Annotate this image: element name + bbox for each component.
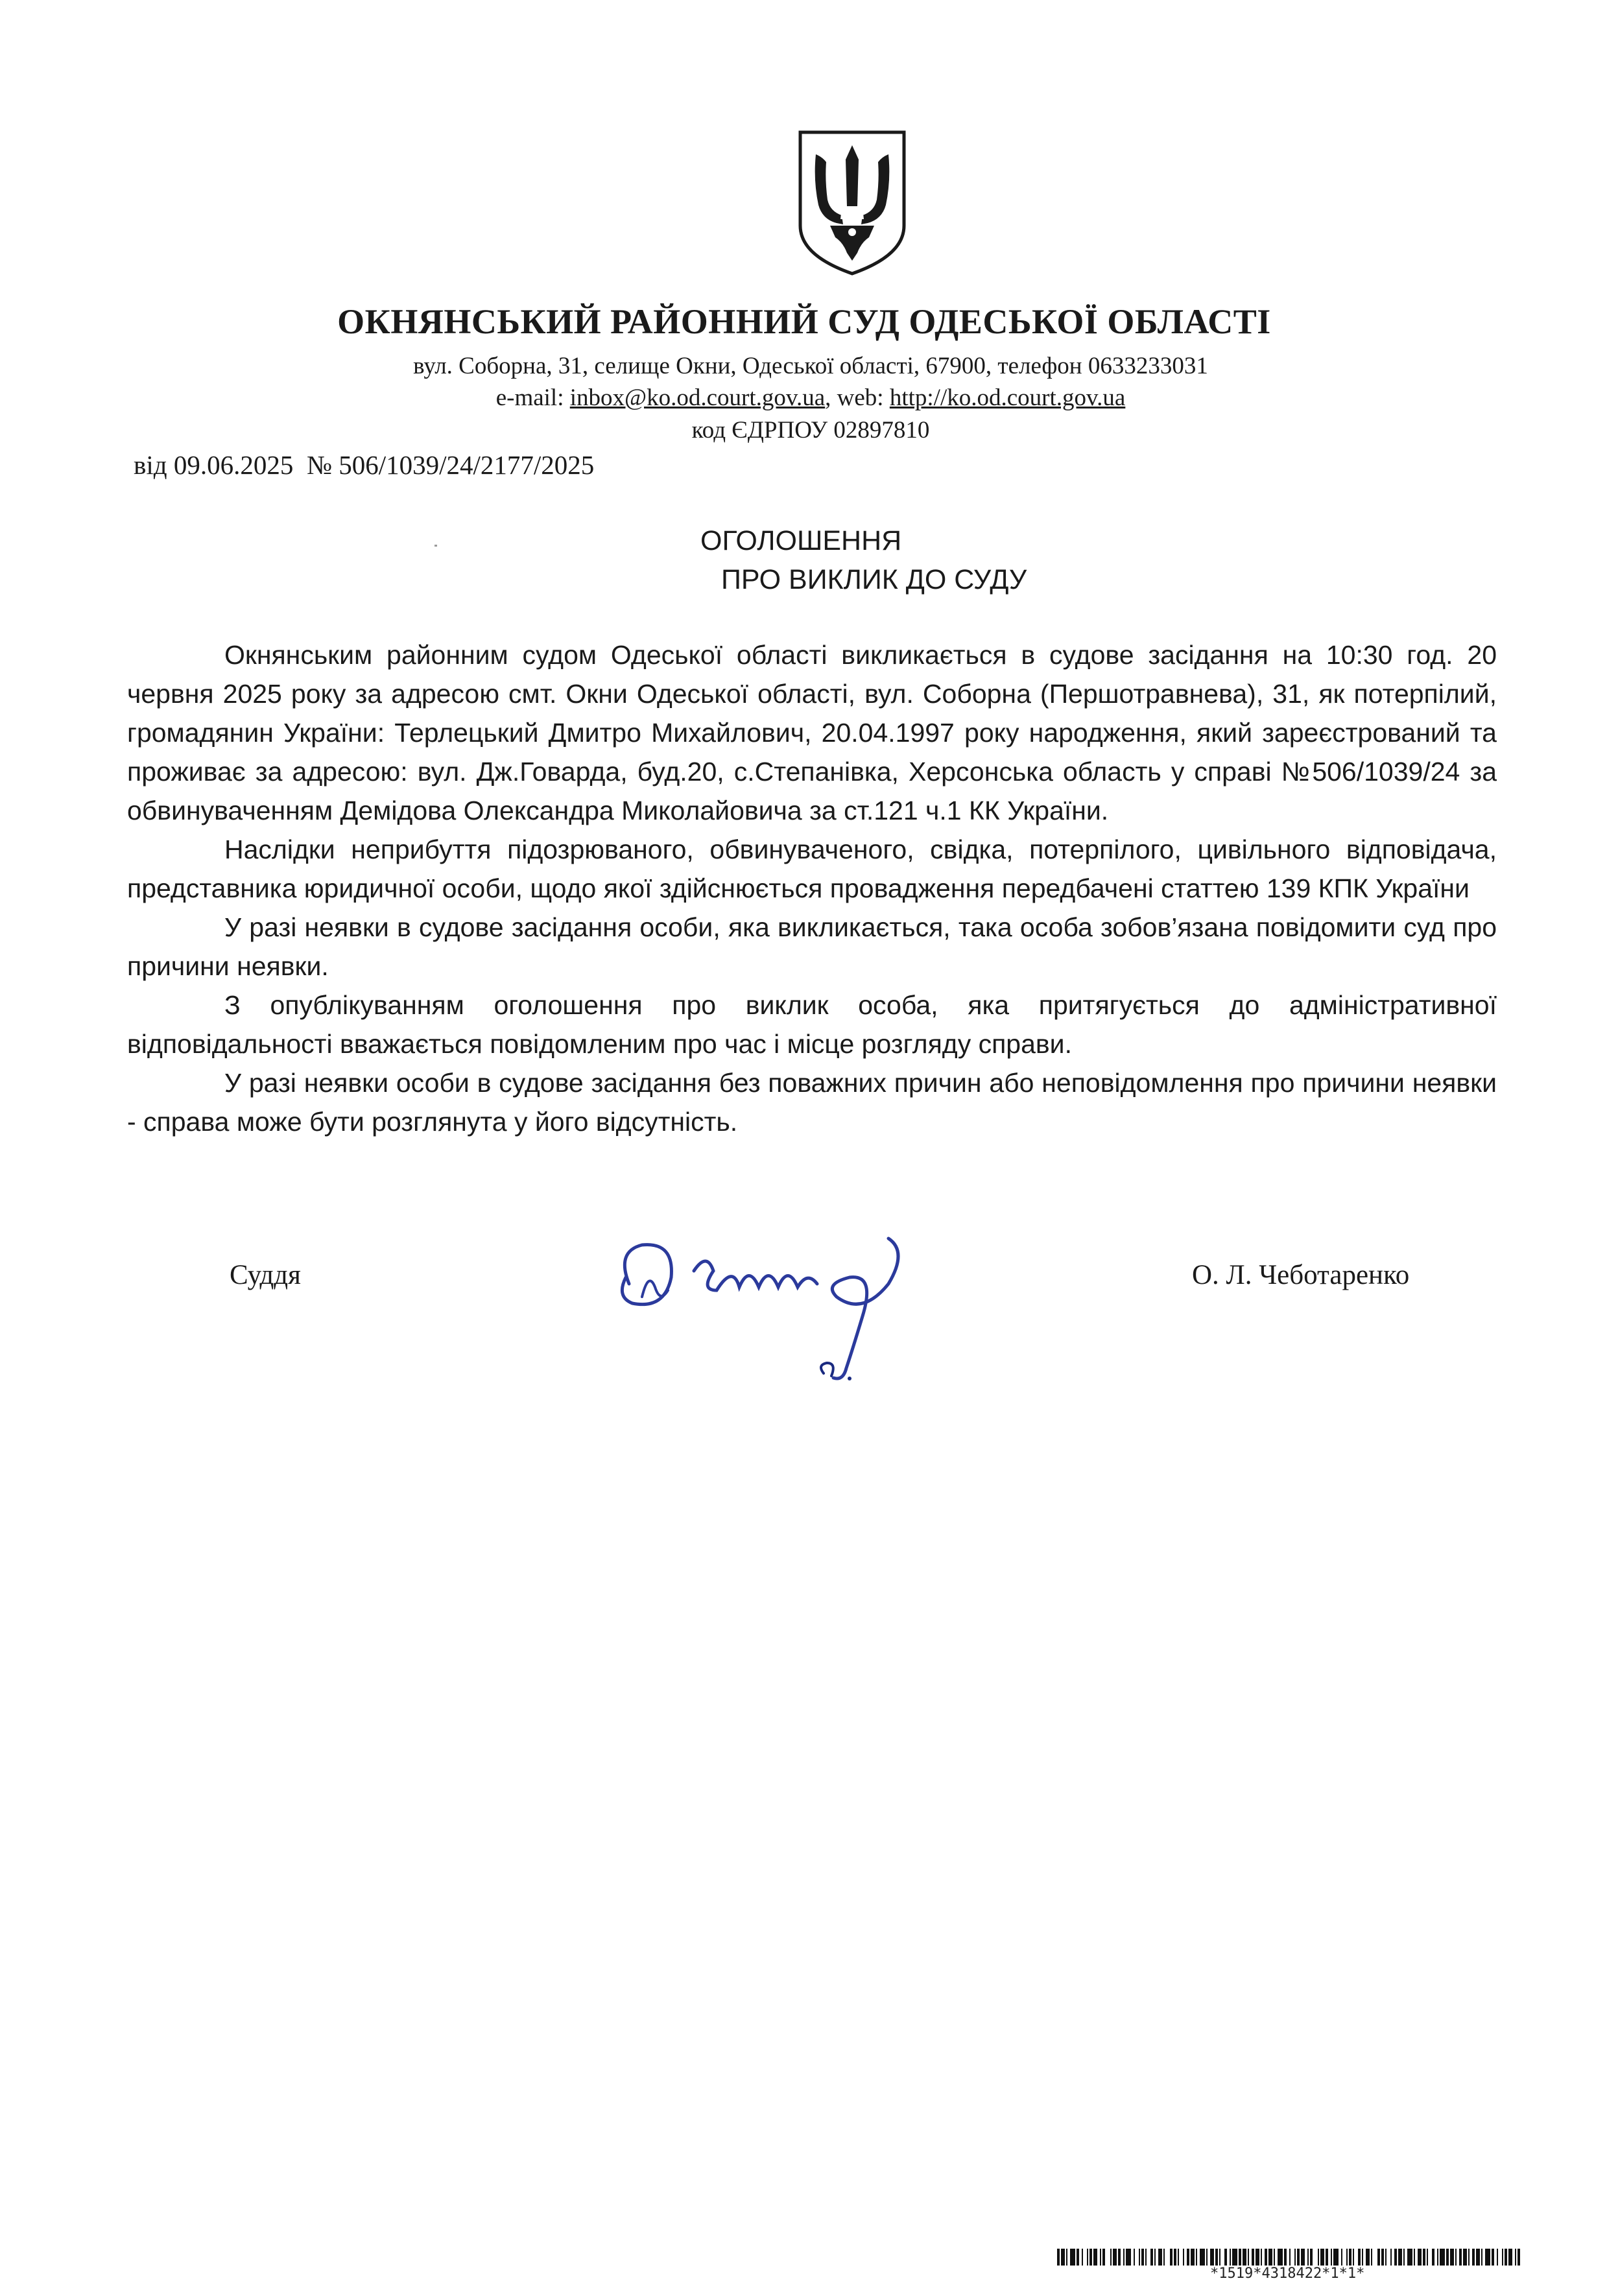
- barcode-number: *1519*4318422*1*1*: [1210, 2266, 1365, 2282]
- notice-subtitle: ПРО ВИКЛИК ДО СУДУ: [721, 564, 1027, 595]
- paragraph-publication: З опублікуванням оголошення про виклик особа, яка притягується до адміністративної відповідальності вважається повідомленим про час і місце розгляду справи.: [127, 990, 1497, 1059]
- email-link[interactable]: inbox@ko.od.court.gov.ua: [569, 385, 826, 411]
- coat-of-arms-icon: [796, 128, 908, 278]
- reference-date-number: від 09.06.2025 № 506/1039/24/2177/2025: [134, 450, 595, 480]
- paragraph-consequences: Наслідки неприбуття підозрюваного, обвинуваченого, свідка, потерпілого, цивільного відповідача, представника юридичної особи, щодо якої здійснюється провадження передбачені статтею 139 КПК України: [127, 834, 1497, 903]
- court-name: ОКНЯНСЬКИЙ РАЙОННИЙ СУД ОДЕСЬКОЇ ОБЛАСТІ: [337, 302, 1271, 341]
- judge-role: Суддя: [230, 1260, 301, 1290]
- court-contacts: [259, 384, 1362, 412]
- document-barcode: [1057, 2249, 1524, 2266]
- judge-name: О. Л. Чеботаренко: [1192, 1260, 1410, 1290]
- signature-block: [0, 1251, 1607, 1381]
- website-link[interactable]: http://ko.od.court.gov.ua: [889, 385, 1126, 411]
- court-address: вул. Соборна, 31, селище Окни, Одеської області, 67900, телефон 0633233031: [413, 353, 1208, 379]
- paragraph-summons: Окнянським районним судом Одеської області викликається в судове засідання на 10:30 год. 20 червня 2025 року за адресою смт. Окни Одеської області, вул. Соборна (Першотравнева), 31, як потерпілий, громадянин України: Терлецький Дмитро Михайлович, 20.04.1997 року народження, який зареєстрований та проживає за адресою: вул. Дж.Говарда, буд.20, с.Степанівка, Херсонська область у справі №506/1039/24 за обвинуваченням Демідова Олександра Миколайовича за ст.121 ч.1 КК України.: [127, 640, 1497, 825]
- web-label: , web:: [825, 385, 890, 411]
- notice-title: ОГОЛОШЕННЯ: [700, 525, 902, 556]
- handwritten-signature: [603, 1225, 940, 1394]
- notice-body: [127, 635, 1497, 1141]
- scan-speck: [434, 545, 437, 547]
- paragraph-absence-notify: У разі неявки в судове засідання особи, яка викликається, така особа зобов’язана повідомити суд про причини неявки.: [127, 912, 1497, 981]
- paragraph-absence-hearing: У разі неявки особи в судове засідання без поважних причин або неповідомлення про причини неявки - справа може бути розглянута у його відсутність.: [127, 1068, 1497, 1137]
- edrpou-code: код ЄДРПОУ 02897810: [691, 417, 930, 444]
- email-label: e-mail:: [495, 385, 570, 411]
